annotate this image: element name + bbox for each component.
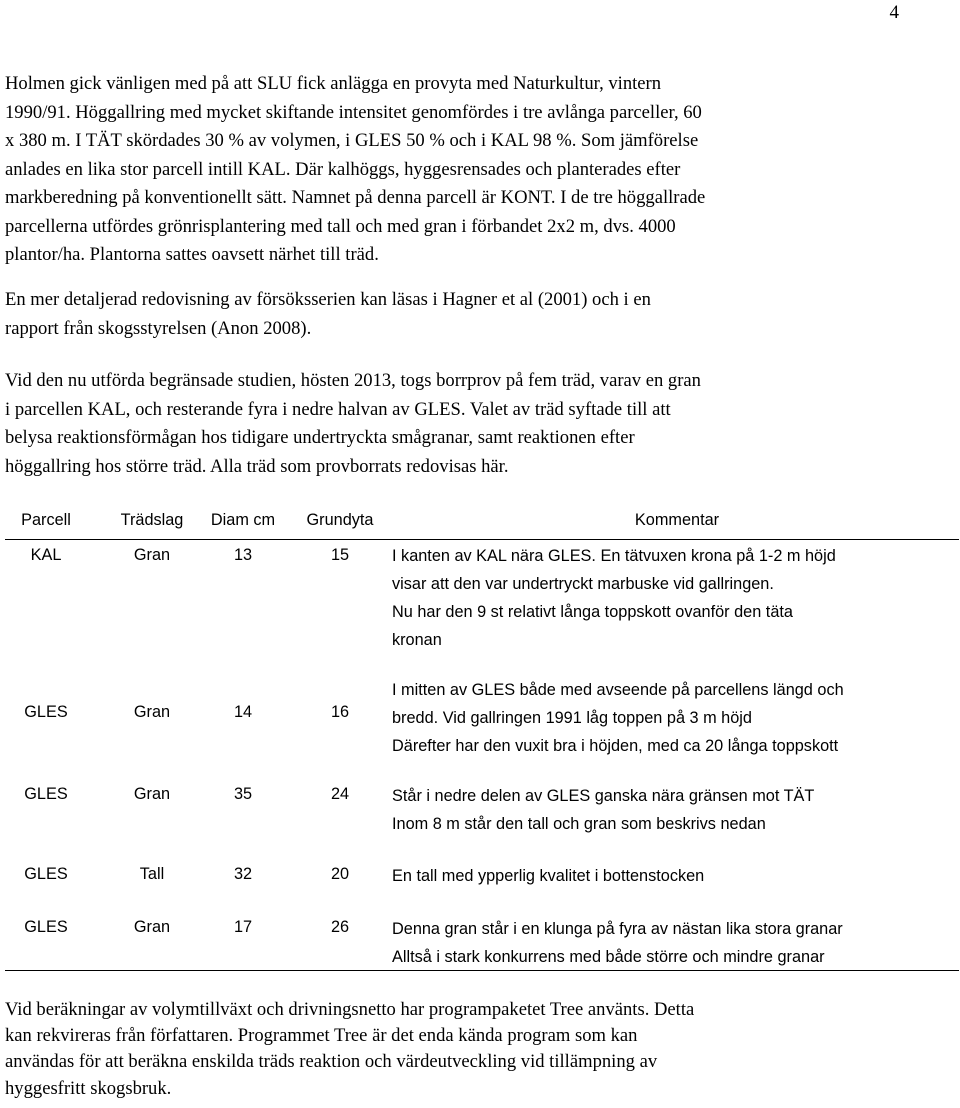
paragraph-reference: En mer detaljerad redovisning av försöksserien kan läsas i Hagner et al (2001) och i en rapport från skogsstyrelsen (Anon 2008). <box>5 289 651 339</box>
tree-table <box>5 508 959 966</box>
cell-parcell: GLES <box>24 918 68 936</box>
cell-parcell: GLES <box>24 703 68 721</box>
cell-tradslag: Gran <box>133 785 171 803</box>
table-bottom-rule <box>5 970 959 971</box>
cell-diam: 35 <box>233 785 253 803</box>
cell-grundyta: 20 <box>330 865 350 883</box>
cell-grundyta: 26 <box>330 918 350 936</box>
paragraph-software: Vid beräkningar av volymtillväxt och drivningsnetto har programpaketet Tree använts. Detta kan rekvireras från författaren. Programmet Tree är det enda kända program som kan användas för att beräkna enskilda träds reaktion och värdeutveckling vid tillämpning av hyggesfritt skogsbruk. <box>5 999 695 1099</box>
cell-parcell: GLES <box>24 785 68 803</box>
header-grundyta: Grundyta <box>306 511 374 529</box>
paragraph-study: Vid den nu utförda begränsade studien, hösten 2013, togs borrprov på fem träd, varav en gran i parcellen KAL, och resterande fyra i nedre halvan av GLES. Valet av träd syftade till att belysa reaktionsförmågan hos tidigare undertryckta smågranar, samt reaktionen efter höggallring hos större träd. Alla träd som provborrats redovisas här. <box>5 370 701 477</box>
page-number: 4 <box>889 2 899 23</box>
cell-tradslag: Gran <box>133 918 171 936</box>
cell-grundyta: 24 <box>330 785 350 803</box>
cell-tradslag: Gran <box>133 703 171 721</box>
paragraph-intro: Holmen gick vänligen med på att SLU fick anlägga en provyta med Naturkultur, vintern 1990/91. Höggallring med mycket skiftande intensitet genomfördes i tre avlånga parceller, 60 x 380 m. I TÄT skördades 30 % av volymen, i GLES 50 % och i KAL 98 %. Som jämförelse anlades en lika stor parcell intill KAL. Där kalhöggs, hyggesrensades och planterades efter markberedning på konventionellt sätt. Namnet på denna parcell är KONT. I de tre höggallrade parcellerna utfördes grönrisplantering med tall och med gran i förbandet 2x2 m, dvs. 4000 plantor/ha. Plantorna sattes oavsett närhet till träd. <box>5 73 706 265</box>
cell-diam: 13 <box>233 546 253 564</box>
cell-kommentar: I mitten av GLES både med avseende på parcellens längd och bredd. Vid gallringen 1991 låg toppen på 3 m höjd Därefter har den vuxit bra i höjden, med ca 20 långa toppskott <box>392 681 844 755</box>
table-row <box>5 676 959 766</box>
cell-grundyta: 15 <box>330 546 350 564</box>
table-header <box>5 508 959 540</box>
cell-diam: 32 <box>233 865 253 883</box>
header-kommentar: Kommentar <box>634 511 720 529</box>
table-row <box>5 782 959 842</box>
table-row <box>5 915 959 975</box>
cell-kommentar: I kanten av KAL nära GLES. En tätvuxen krona på 1-2 m höjd visar att den var undertryckt marbuske vid gallringen. Nu har den 9 st relativt långa toppskott ovanför den täta kronan <box>392 547 836 649</box>
cell-diam: 14 <box>233 703 253 721</box>
header-diam: Diam cm <box>210 511 276 529</box>
header-parcell: Parcell <box>21 511 71 529</box>
cell-tradslag: Tall <box>139 865 165 883</box>
cell-tradslag: Gran <box>133 546 171 564</box>
cell-kommentar: Står i nedre delen av GLES ganska nära gränsen mot TÄT Inom 8 m står den tall och gran som beskrivs nedan <box>392 787 815 833</box>
cell-parcell: KAL <box>30 546 62 564</box>
cell-grundyta: 16 <box>330 703 350 721</box>
header-tradslag: Trädslag <box>120 511 184 529</box>
table-row <box>5 539 959 679</box>
cell-kommentar: Denna gran står i en klunga på fyra av nästan lika stora granar Alltså i stark konkurrens med både större och mindre granar <box>392 920 843 966</box>
cell-kommentar: En tall med ypperlig kvalitet i bottenstocken <box>392 867 705 885</box>
cell-parcell: GLES <box>24 865 68 883</box>
cell-diam: 17 <box>233 918 253 936</box>
table-row <box>5 862 959 892</box>
